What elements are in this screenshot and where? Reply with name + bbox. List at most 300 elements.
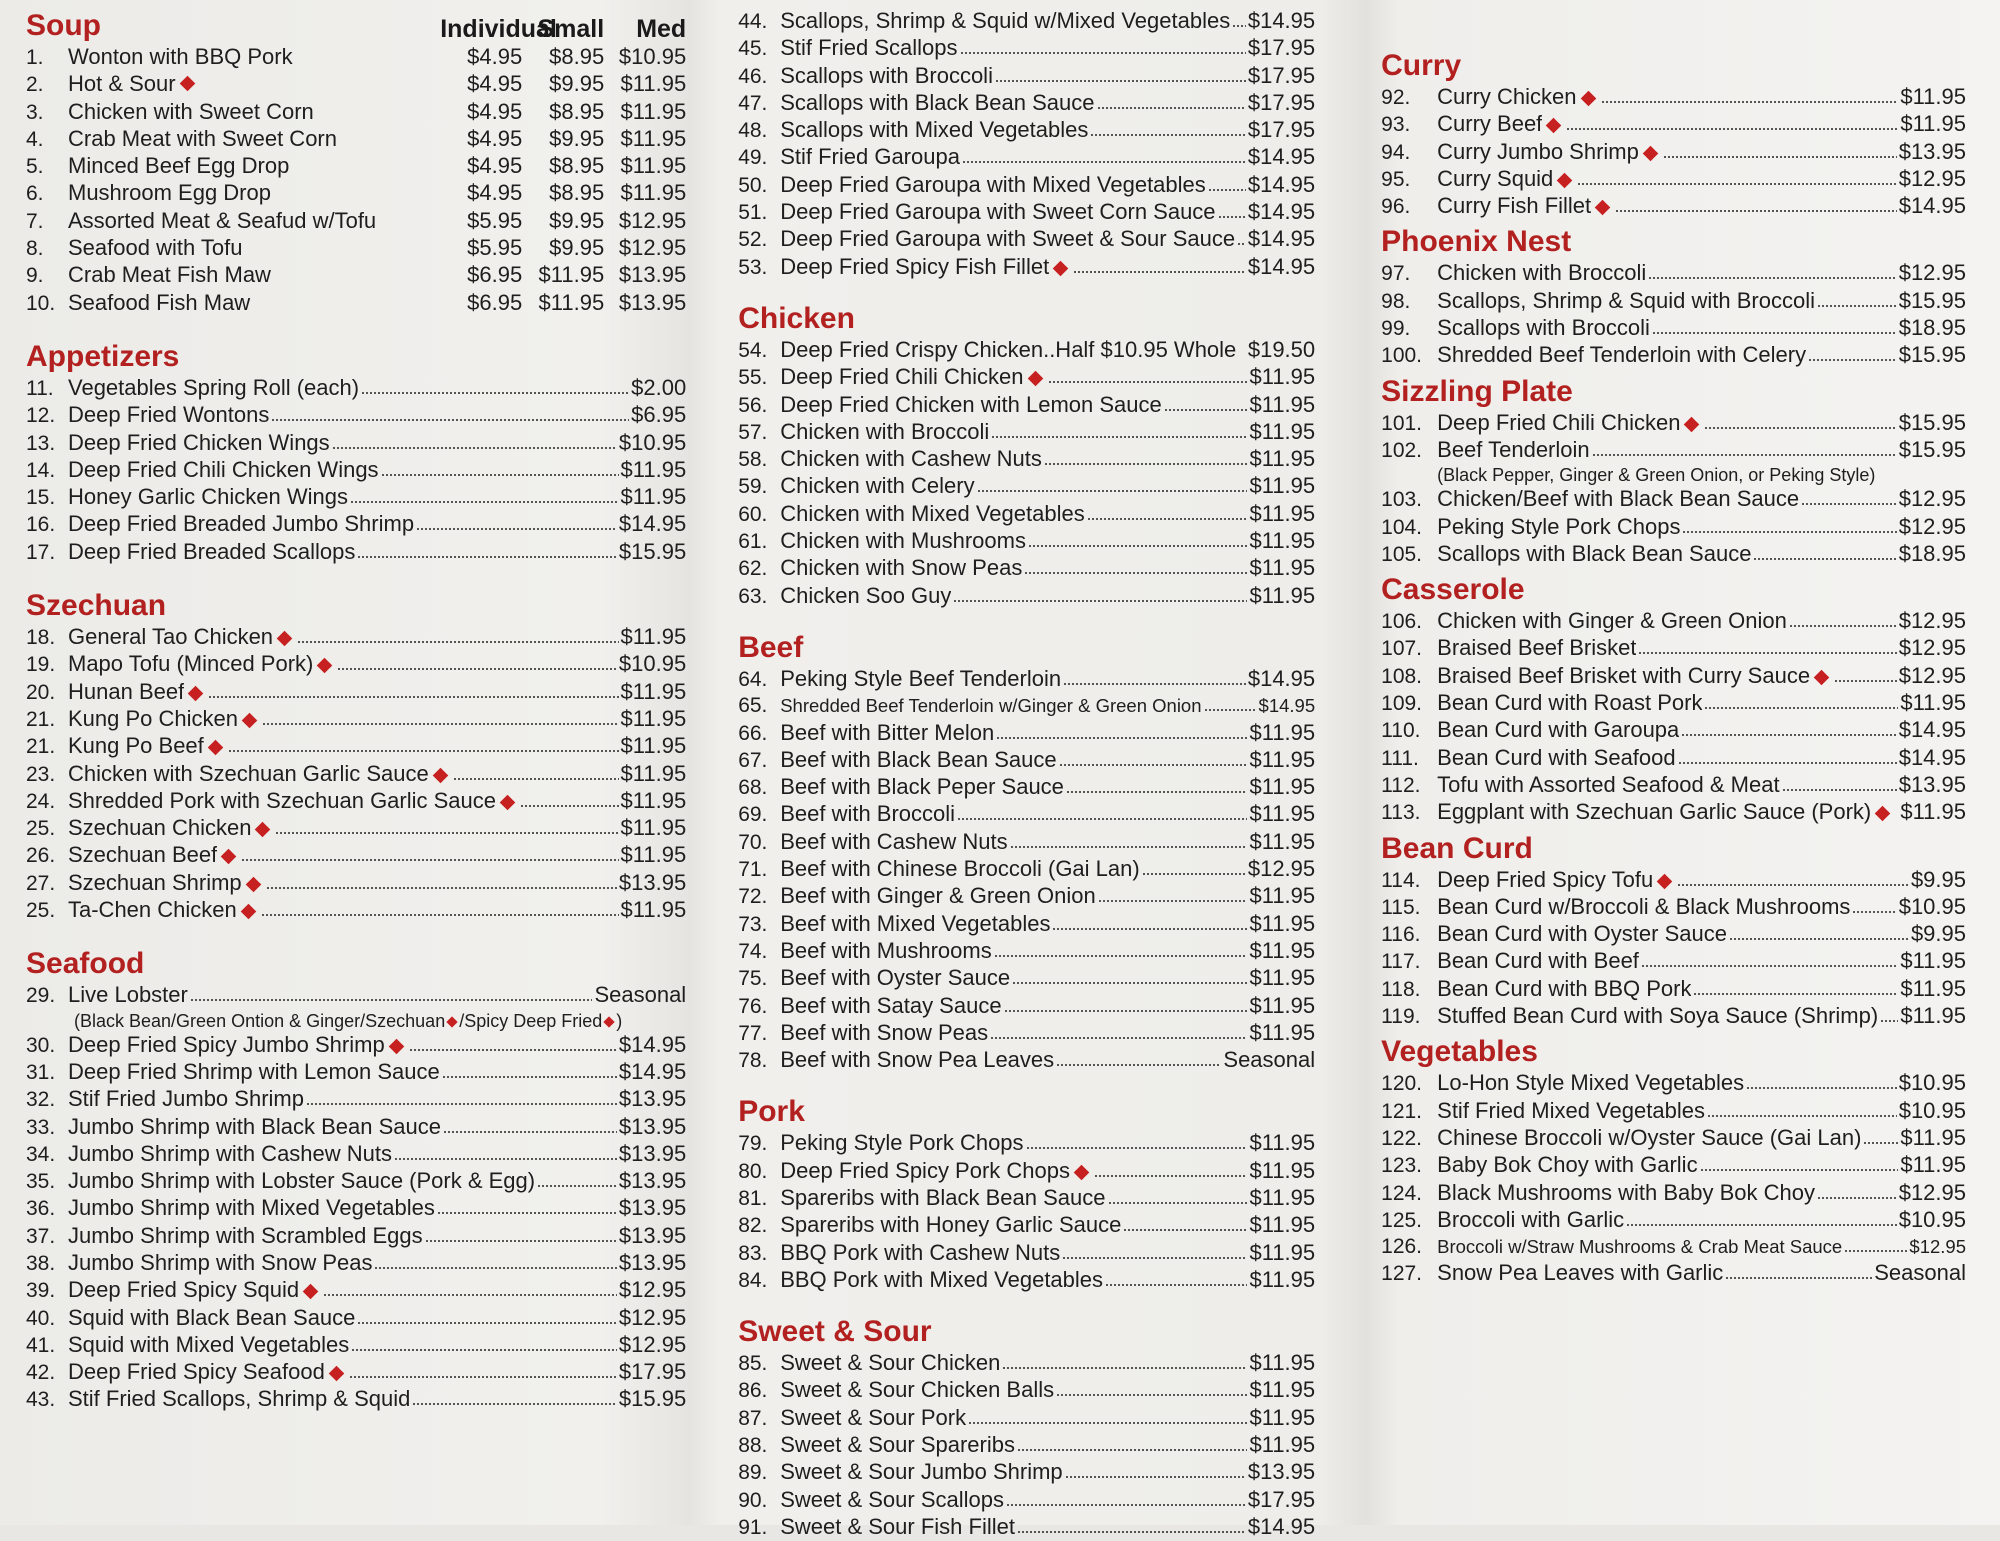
item-number: 110. bbox=[1381, 719, 1421, 743]
item-number: 12. bbox=[26, 404, 56, 428]
section-item-list bbox=[738, 8, 1315, 281]
item-number: 35. bbox=[26, 1170, 56, 1194]
dot-leader bbox=[1017, 1434, 1248, 1452]
dot-leader bbox=[1817, 1182, 1897, 1200]
item-name: Deep Fried Wontons bbox=[68, 402, 270, 428]
item-price: $10.95 bbox=[1898, 893, 1966, 919]
dot-leader bbox=[275, 817, 618, 835]
spicy-diamond-icon bbox=[221, 849, 237, 865]
item-price: $12.95 bbox=[1898, 1179, 1966, 1205]
menu-section bbox=[1381, 831, 1966, 1031]
menu-item-row bbox=[1381, 541, 1966, 568]
dot-leader bbox=[1852, 896, 1896, 914]
item-price: $11.95 bbox=[1249, 1239, 1316, 1265]
item-number: 21. bbox=[26, 735, 56, 759]
dot-leader bbox=[306, 1088, 617, 1106]
item-number: 10. bbox=[26, 291, 56, 315]
menu-item-row bbox=[1381, 663, 1966, 690]
menu-item-row bbox=[738, 666, 1315, 693]
item-price: $8.95 bbox=[549, 180, 605, 206]
item-number: 37. bbox=[26, 1224, 56, 1248]
item-price: $11.95 bbox=[1249, 801, 1316, 827]
item-note-text: (Black Bean/Green Ontion & Ginger/Szechuan bbox=[74, 1010, 446, 1031]
item-name: Deep Fried Chili Chicken bbox=[780, 364, 1024, 390]
item-number: 121. bbox=[1381, 1099, 1423, 1123]
dot-leader bbox=[1048, 366, 1248, 384]
item-number: 85. bbox=[738, 1352, 768, 1376]
item-name: Snow Pea Leaves with Garlic bbox=[1437, 1260, 1724, 1286]
item-name: Stuffed Bean Curd with Soya Sauce (Shrimp) bbox=[1437, 1003, 1879, 1029]
menu-item-row bbox=[738, 774, 1315, 801]
item-price: $11.95 bbox=[1249, 391, 1316, 417]
item-number: 30. bbox=[26, 1033, 56, 1057]
item-price: $14.95 bbox=[618, 1031, 687, 1057]
item-name: Eggplant with Szechuan Garlic Sauce (Pork) bbox=[1437, 799, 1872, 825]
item-name: Bean Curd with Seafood bbox=[1437, 744, 1676, 770]
item-price: $12.95 bbox=[1898, 608, 1966, 634]
dot-leader bbox=[1065, 1461, 1246, 1479]
item-name: Chinese Broccoli w/Oyster Sauce (Gai Lan) bbox=[1437, 1124, 1862, 1150]
dot-leader bbox=[1087, 503, 1248, 521]
item-price: $11.95 bbox=[1249, 364, 1316, 390]
dot-leader bbox=[351, 1334, 617, 1352]
item-number: 41. bbox=[26, 1333, 56, 1357]
dot-leader bbox=[1834, 665, 1897, 683]
item-name: Scallops, Shrimp & Squid with Broccoli bbox=[1437, 287, 1815, 313]
item-number: 95. bbox=[1381, 167, 1411, 191]
item-price: $13.95 bbox=[618, 262, 687, 288]
item-number: 48. bbox=[738, 119, 768, 143]
item-name-text: Seafood Fish Maw bbox=[68, 289, 251, 315]
spicy-diamond-icon bbox=[1546, 118, 1562, 134]
item-price: $14.95 bbox=[1247, 199, 1316, 225]
item-name: Sweet & Sour Chicken Balls bbox=[780, 1377, 1055, 1403]
item-number: 84. bbox=[738, 1268, 768, 1292]
item-name: Vegetables Spring Roll (each) bbox=[68, 374, 360, 400]
dot-leader bbox=[1863, 1127, 1898, 1145]
item-name: Chicken with Cashew Nuts bbox=[780, 446, 1042, 472]
dot-leader bbox=[412, 1388, 617, 1406]
dot-leader bbox=[1678, 747, 1897, 765]
item-number: 69. bbox=[738, 803, 768, 827]
item-name: Peking Style Pork Chops bbox=[1437, 513, 1681, 539]
menu-item-row bbox=[26, 1114, 686, 1141]
menu-item-row bbox=[738, 911, 1315, 938]
menu-item-row bbox=[1381, 410, 1966, 437]
menu-item-row bbox=[1381, 867, 1966, 894]
section-title: Szechuan bbox=[26, 589, 167, 623]
menu-item-row bbox=[738, 473, 1315, 500]
item-number: 15. bbox=[26, 486, 56, 510]
dot-leader bbox=[1059, 749, 1248, 767]
item-number: 21. bbox=[26, 707, 56, 731]
item-name: Deep Fried Spicy Fish Fillet bbox=[780, 253, 1050, 279]
price-column-headers bbox=[440, 15, 686, 44]
dot-leader bbox=[1789, 610, 1897, 628]
menu-item-row bbox=[26, 126, 686, 153]
menu-item-row bbox=[26, 842, 686, 869]
item-price: $18.95 bbox=[1898, 315, 1966, 341]
dot-leader bbox=[1123, 1214, 1247, 1232]
item-number: 29. bbox=[26, 984, 56, 1008]
section-item-list bbox=[1381, 410, 1966, 568]
item-price: $11.95 bbox=[1249, 828, 1316, 854]
item-number: 91. bbox=[738, 1515, 768, 1539]
dot-leader bbox=[297, 626, 619, 644]
dot-leader bbox=[1004, 995, 1248, 1013]
item-number: 25. bbox=[26, 899, 56, 923]
item-price: $14.95 bbox=[1898, 744, 1966, 770]
item-price: $11.95 bbox=[620, 484, 687, 510]
dot-leader bbox=[437, 1197, 617, 1215]
menu-item-row bbox=[738, 90, 1315, 117]
item-number: 65. bbox=[738, 694, 768, 718]
menu-item-row bbox=[1381, 166, 1966, 193]
menu-item-row bbox=[26, 1059, 686, 1086]
item-price: $11.95 bbox=[1249, 774, 1316, 800]
item-number: 105. bbox=[1381, 542, 1423, 566]
item-number: 71. bbox=[738, 858, 768, 882]
item-name: Peking Style Beef Tenderloin bbox=[780, 665, 1062, 691]
dot-leader bbox=[1105, 1269, 1247, 1287]
dot-leader bbox=[995, 65, 1246, 83]
dot-leader bbox=[1648, 262, 1896, 280]
menu-item-row bbox=[26, 1195, 686, 1222]
menu-item-row bbox=[738, 1240, 1315, 1267]
spicy-diamond-icon bbox=[240, 904, 256, 920]
dot-leader bbox=[1707, 1100, 1897, 1118]
menu-item-row bbox=[738, 1350, 1315, 1377]
menu-item-row bbox=[1381, 1003, 1966, 1030]
item-number: 94. bbox=[1381, 140, 1411, 164]
item-price: $15.95 bbox=[1898, 287, 1966, 313]
item-price: $14.95 bbox=[1247, 665, 1316, 691]
item-price: $11.95 bbox=[620, 125, 687, 151]
item-name: Kung Po Beef bbox=[68, 733, 204, 759]
item-price: $13.95 bbox=[618, 289, 687, 315]
menu-item-row bbox=[26, 982, 686, 1009]
dot-leader bbox=[1663, 141, 1897, 159]
item-name: Curry Squid bbox=[1437, 165, 1554, 191]
item-number: 6. bbox=[26, 182, 44, 206]
item-price: $11.95 bbox=[1249, 883, 1316, 909]
item-number: 114. bbox=[1381, 868, 1421, 892]
item-name bbox=[68, 262, 440, 288]
menu-item-row bbox=[26, 788, 686, 815]
item-name: Beef Tenderloin bbox=[1437, 436, 1590, 462]
spicy-diamond-icon bbox=[1875, 806, 1891, 822]
item-price: $13.95 bbox=[618, 1086, 687, 1112]
item-name: Sweet & Sour Jumbo Shrimp bbox=[780, 1459, 1063, 1485]
menu-item-row bbox=[1381, 342, 1966, 369]
item-price: $4.95 bbox=[467, 125, 523, 151]
item-name: Bean Curd with Roast Pork bbox=[1437, 690, 1703, 716]
item-name: Deep Fried Shrimp with Lemon Sauce bbox=[68, 1058, 440, 1084]
item-price: $11.95 bbox=[1900, 1152, 1966, 1178]
item-number: 111. bbox=[1381, 746, 1419, 770]
item-number: 96. bbox=[1381, 195, 1411, 219]
menu-item-row bbox=[738, 1130, 1315, 1157]
item-number: 3. bbox=[26, 100, 44, 124]
item-price: $11.95 bbox=[620, 98, 687, 124]
item-name: Bean Curd w/Broccoli & Black Mushrooms bbox=[1437, 893, 1851, 919]
item-price: $10.95 bbox=[618, 651, 687, 677]
item-name: Beef with Chinese Broccoli (Gai Lan) bbox=[780, 856, 1140, 882]
spicy-diamond-icon bbox=[1074, 1164, 1090, 1180]
item-name: Sweet & Sour Scallops bbox=[780, 1486, 1004, 1512]
menu-item-row bbox=[738, 337, 1315, 364]
dot-leader bbox=[1142, 858, 1246, 876]
item-price: $6.95 bbox=[631, 402, 687, 428]
item-number: 70. bbox=[738, 830, 768, 854]
item-name-text: Hot & Sour bbox=[68, 71, 176, 97]
item-number: 106. bbox=[1381, 610, 1423, 634]
item-name: Deep Fried Spicy Jumbo Shrimp bbox=[68, 1031, 385, 1057]
item-price: $5.95 bbox=[467, 207, 523, 233]
item-price: $11.95 bbox=[1900, 84, 1966, 109]
item-number: 123. bbox=[1381, 1154, 1423, 1178]
dot-leader bbox=[443, 1116, 617, 1134]
item-name: Live Lobster bbox=[68, 982, 188, 1008]
item-price: $9.95 bbox=[549, 235, 605, 261]
item-price: $13.95 bbox=[618, 1249, 687, 1275]
spicy-diamond-icon bbox=[255, 822, 271, 838]
spicy-diamond-icon bbox=[317, 658, 333, 674]
item-price: $14.95 bbox=[1247, 1513, 1316, 1539]
menu-item-row bbox=[1381, 976, 1966, 1003]
dot-leader bbox=[190, 984, 593, 1002]
item-price: $11.95 bbox=[1249, 1377, 1316, 1403]
item-price: $12.95 bbox=[618, 1331, 687, 1357]
spicy-diamond-icon bbox=[447, 1016, 458, 1027]
item-name: Beef with Satay Sauce bbox=[780, 992, 1002, 1018]
dot-leader bbox=[957, 803, 1247, 821]
item-number: 47. bbox=[738, 91, 768, 115]
dot-leader bbox=[991, 421, 1247, 439]
item-price: $14.95 bbox=[618, 511, 687, 537]
item-price: $10.95 bbox=[1898, 1097, 1966, 1123]
item-name: Chicken with Broccoli bbox=[1437, 260, 1647, 286]
item-number: 81. bbox=[738, 1186, 768, 1210]
soup-item-list bbox=[26, 44, 686, 317]
item-price: $9.95 bbox=[1910, 866, 1966, 892]
item-number: 68. bbox=[738, 776, 768, 800]
dot-leader bbox=[1066, 776, 1248, 794]
menu-item-row bbox=[26, 44, 686, 71]
dot-leader bbox=[537, 1170, 617, 1188]
menu-item-row bbox=[1381, 193, 1966, 220]
menu-item-row bbox=[738, 1158, 1315, 1185]
menu-item-row bbox=[1381, 1098, 1966, 1125]
dot-leader bbox=[1056, 1379, 1247, 1397]
item-price: $14.95 bbox=[1247, 171, 1316, 197]
menu-section bbox=[1381, 48, 1966, 220]
item-price: $11.95 bbox=[620, 733, 687, 759]
item-price: $10.95 bbox=[618, 44, 687, 69]
dot-leader bbox=[332, 432, 617, 450]
dot-leader bbox=[1729, 923, 1909, 941]
item-name: Kung Po Chicken bbox=[68, 705, 238, 731]
item-number: 4. bbox=[26, 127, 44, 151]
section-title: Curry bbox=[1381, 49, 1462, 82]
dot-leader bbox=[1218, 201, 1246, 219]
item-price: $4.95 bbox=[467, 44, 523, 69]
item-number: 39. bbox=[26, 1279, 56, 1303]
item-price: $17.95 bbox=[1247, 35, 1316, 61]
item-number: 122. bbox=[1381, 1126, 1423, 1150]
item-price: $11.95 bbox=[1249, 965, 1316, 991]
menu-item-row bbox=[738, 528, 1315, 555]
item-name: Deep Fried Spicy Seafood bbox=[68, 1359, 325, 1385]
item-price: $15.95 bbox=[1898, 342, 1966, 368]
item-price: $8.95 bbox=[549, 153, 605, 179]
dot-leader bbox=[962, 146, 1246, 164]
item-name: Beef with Mixed Vegetables bbox=[780, 910, 1051, 936]
dot-leader bbox=[1232, 10, 1246, 28]
item-number: 78. bbox=[738, 1049, 768, 1073]
section-title: Bean Curd bbox=[1381, 831, 1533, 865]
item-name bbox=[68, 71, 440, 97]
item-price: $11.95 bbox=[1900, 1003, 1966, 1029]
item-price: $13.95 bbox=[618, 1168, 687, 1194]
item-name: Chicken with Szechuan Garlic Sauce bbox=[68, 760, 429, 786]
dot-leader bbox=[323, 1279, 617, 1297]
item-number: 64. bbox=[738, 667, 768, 691]
dot-leader bbox=[1880, 1005, 1898, 1023]
item-name: Chicken with Mixed Vegetables bbox=[780, 500, 1085, 526]
item-name: Curry Fish Fillet bbox=[1437, 193, 1592, 219]
item-number: 119. bbox=[1381, 1005, 1421, 1029]
item-name: Lo-Hon Style Mixed Vegetables bbox=[1437, 1070, 1745, 1096]
item-name-text: Minced Beef Egg Drop bbox=[68, 153, 290, 179]
dot-leader bbox=[1098, 885, 1248, 903]
menu-item-row bbox=[26, 761, 686, 788]
item-name: Broccoli with Garlic bbox=[1437, 1206, 1625, 1232]
item-name: Deep Fried Spicy Tofu bbox=[1437, 866, 1654, 892]
item-name: General Tao Chicken bbox=[68, 624, 274, 650]
item-price: $17.95 bbox=[618, 1359, 687, 1385]
item-number: 55. bbox=[738, 366, 768, 390]
section-title: Sweet & Sour bbox=[738, 1315, 932, 1349]
item-price: $12.95 bbox=[1898, 662, 1966, 688]
item-name: Deep Fried Breaded Jumbo Shrimp bbox=[68, 511, 415, 537]
item-name: Honey Garlic Chicken Wings bbox=[68, 484, 348, 510]
spicy-diamond-icon bbox=[179, 76, 195, 92]
menu-item-row bbox=[738, 938, 1315, 965]
dot-leader bbox=[1704, 692, 1898, 710]
menu-section bbox=[1381, 374, 1966, 568]
item-number: 109. bbox=[1381, 692, 1423, 716]
menu-item-row bbox=[26, 897, 686, 924]
item-name: Jumbo Shrimp with Lobster Sauce (Pork & Egg) bbox=[68, 1168, 536, 1194]
spicy-diamond-icon bbox=[1657, 873, 1673, 889]
menu-item-row bbox=[26, 1277, 686, 1304]
item-name-text: Assorted Meat & Seafud w/Tofu bbox=[68, 207, 377, 233]
item-price: $13.95 bbox=[618, 1113, 687, 1139]
item-price: $11.95 bbox=[1900, 975, 1966, 1001]
item-number: 31. bbox=[26, 1060, 56, 1084]
menu-item-row bbox=[738, 883, 1315, 910]
dot-leader bbox=[1746, 1072, 1897, 1090]
item-name: Deep Fried Crispy Chicken..Half $10.95 Whole bbox=[780, 336, 1237, 362]
spicy-diamond-icon bbox=[1643, 145, 1659, 161]
menu-item-row bbox=[738, 1377, 1315, 1404]
menu-item-row bbox=[738, 801, 1315, 828]
item-name-text: Wonton with BBQ Pork bbox=[68, 44, 293, 69]
item-number: 76. bbox=[738, 994, 768, 1018]
menu-item-row bbox=[26, 706, 686, 733]
item-price: $11.95 bbox=[1249, 1130, 1316, 1156]
menu-item-row bbox=[26, 99, 686, 126]
item-price: $11.95 bbox=[620, 705, 687, 731]
menu-item-row bbox=[26, 1086, 686, 1113]
item-number: 89. bbox=[738, 1461, 768, 1485]
dot-leader bbox=[1817, 290, 1897, 308]
menu-item-row bbox=[738, 199, 1315, 226]
menu-item-row bbox=[738, 419, 1315, 446]
item-price: $10.95 bbox=[1898, 1206, 1966, 1232]
item-price: $13.95 bbox=[618, 1195, 687, 1221]
spicy-diamond-icon bbox=[1557, 173, 1573, 189]
item-price: $18.95 bbox=[1898, 540, 1966, 566]
item-number: 49. bbox=[738, 146, 768, 170]
item-number: 97. bbox=[1381, 262, 1411, 286]
menu-item-row bbox=[26, 208, 686, 235]
item-name: Squid with Black Bean Sauce bbox=[68, 1304, 356, 1330]
menu-item-row bbox=[26, 733, 686, 760]
item-number: 88. bbox=[738, 1434, 768, 1458]
item-number: 104. bbox=[1381, 515, 1423, 539]
item-price: $12.95 bbox=[1898, 260, 1966, 286]
item-name: Black Mushrooms with Baby Bok Choy bbox=[1437, 1179, 1815, 1205]
item-name: Beef with Oyster Sauce bbox=[780, 965, 1011, 991]
dot-leader bbox=[409, 1034, 617, 1052]
item-price: $11.95 bbox=[620, 678, 687, 704]
section-title: Seafood bbox=[26, 947, 145, 981]
item-number: 40. bbox=[26, 1306, 56, 1330]
dot-leader bbox=[1090, 119, 1245, 137]
item-name bbox=[68, 153, 440, 179]
item-number: 126. bbox=[1381, 1235, 1423, 1259]
item-price: $12.95 bbox=[1247, 856, 1316, 882]
item-number: 115. bbox=[1381, 895, 1421, 919]
item-name: Hunan Beef bbox=[68, 678, 185, 704]
menu-item-row bbox=[1381, 894, 1966, 921]
dot-leader bbox=[953, 585, 1247, 603]
dot-leader bbox=[1801, 488, 1897, 506]
item-price: $11.95 bbox=[620, 897, 687, 923]
item-name: Jumbo Shrimp with Scrambled Eggs bbox=[68, 1222, 423, 1248]
item-name: Jumbo Shrimp with Black Bean Sauce bbox=[68, 1113, 441, 1139]
item-name: Chicken with Snow Peas bbox=[780, 555, 1023, 581]
menu-item-row bbox=[738, 829, 1315, 856]
menu-item-row bbox=[26, 180, 686, 207]
item-number: 56. bbox=[738, 393, 768, 417]
menu-item-row bbox=[1381, 437, 1966, 464]
item-price: $11.95 bbox=[1249, 1157, 1316, 1183]
menu-item-row bbox=[26, 1141, 686, 1168]
menu-item-row bbox=[1381, 514, 1966, 541]
item-name: Szechuan Beef bbox=[68, 842, 218, 868]
menu-item-row bbox=[26, 1032, 686, 1059]
dot-leader bbox=[1681, 719, 1896, 737]
item-name: Chicken with Celery bbox=[780, 473, 975, 499]
item-name: Bean Curd with Garoupa bbox=[1437, 717, 1680, 743]
menu-item-row bbox=[738, 63, 1315, 90]
menu-item-row bbox=[738, 446, 1315, 473]
item-name: Shredded Beef Tenderloin w/Ginger & Green Onion bbox=[780, 695, 1202, 717]
spicy-diamond-icon bbox=[188, 685, 204, 701]
